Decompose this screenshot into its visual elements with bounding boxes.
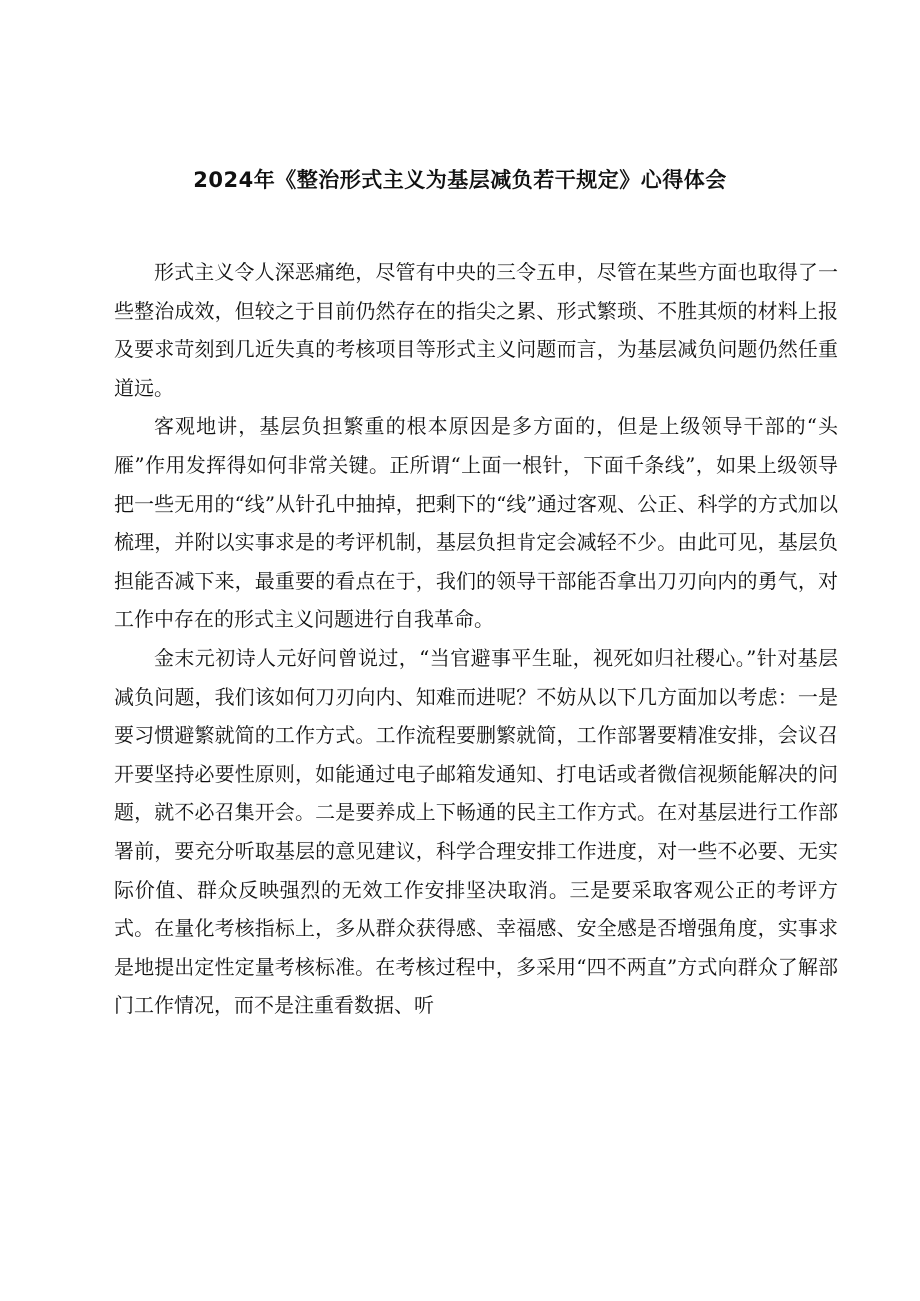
document-title: 2024年《整治形式主义为基层减负若干规定》心得体会 — [193, 168, 727, 192]
paragraph: 客观地讲，基层负担繁重的根本原因是多方面的，但是上级领导干部的“头雁”作用发挥得如何非常关键。正所谓“上面一根针，下面千条线”，如果上级领导把一些无用的“线”从针孔中抽掉，把剩下的“线”通过客观、公正、科学的方式加以梳理，并附以实事求是的考评机制，基层负担肯定会减轻不少。由此可见，基层负担能否减下来，最重要的看点在于，我们的领导干部能否拿出刀刃向内的勇气，对工作中存在的形式主义问题进行自我革命。 — [114, 414, 838, 632]
paragraph: 金末元初诗人元好问曾说过，“当官避事平生耻，视死如归社稷心。”针对基层减负问题，我们该如何刀刃向内、知难而进呢？不妨从以下几方面加以考虑：一是要习惯避繁就简的工作方式。工作流程要删繁就简，工作部署要精准安排，会议召开要坚持必要性原则，如能通过电子邮箱发通知、打电话或者微信视频能解决的问题，就不必召集开会。二是要养成上下畅通的民主工作方式。在对基层进行工作部署前，要充分听取基层的意见建议，科学合理安排工作进度，对一些不必要、无实际价值、群众反映强烈的无效工作安排坚决取消。三是要采取客观公正的考评方式。在量化考核指标上，多从群众获得感、幸福感、安全感是否增强角度，实事求是地提出定性定量考核标准。在考核过程中，多采用“四不两直”方式向群众了解部门工作情况，而不是注重看数据、听 — [114, 645, 838, 1018]
document-body — [114, 253, 838, 1025]
paragraph: 形式主义令人深恶痛绝，尽管有中央的三令五申，尽管在某些方面也取得了一些整治成效，但较之于目前仍然存在的指尖之累、形式繁琐、不胜其烦的材料上报及要求苛刻到几近失真的考核项目等形式主义问题而言，为基层减负问题仍然任重道远。 — [114, 260, 838, 400]
